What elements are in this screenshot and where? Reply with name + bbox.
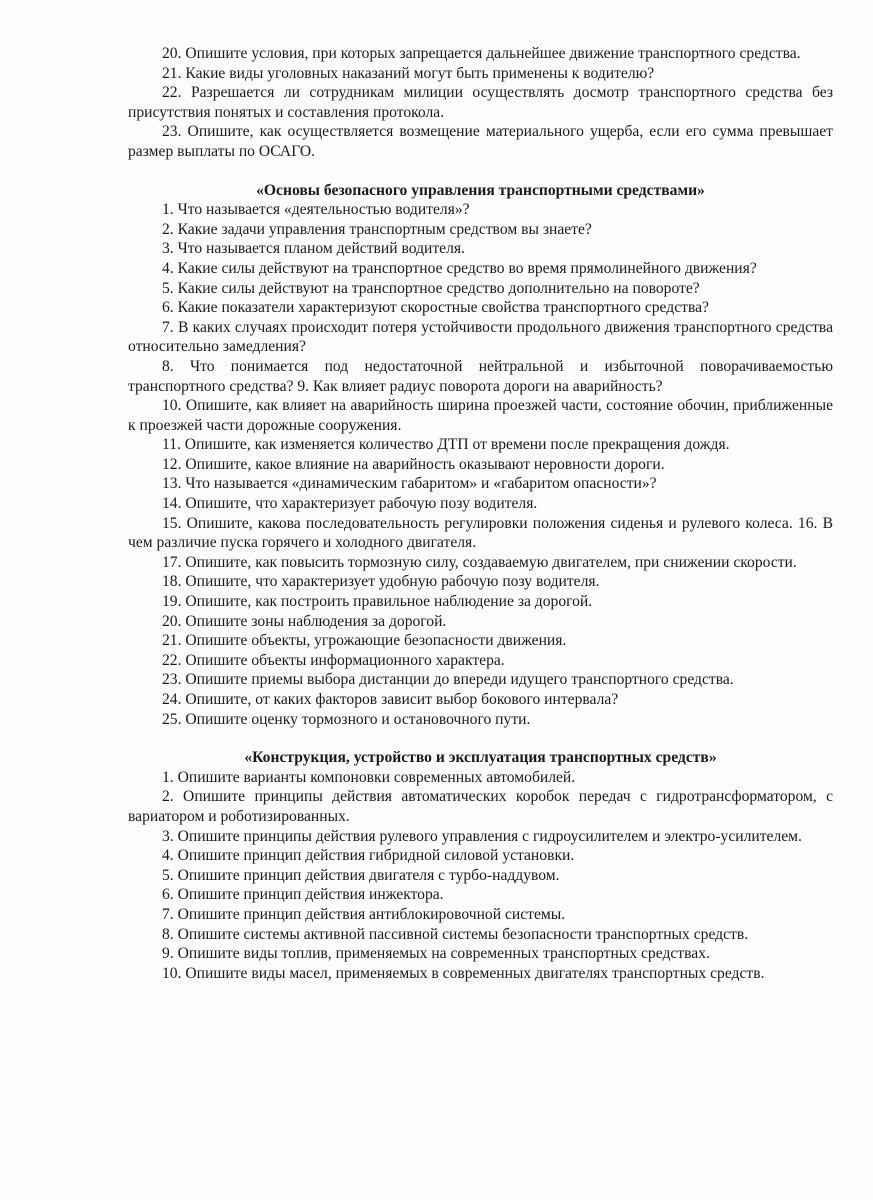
section-vehicle-design	[128, 748, 833, 983]
question-item: 4. Какие силы действуют на транспортное средство во время прямолинейного движения?	[162, 259, 757, 277]
question-item: 21. Опишите объекты, угрожающие безопасности движения.	[162, 632, 567, 650]
question-item: 11. Опишите, как изменяется количество ДТП от времени после прекращения дождя.	[162, 436, 730, 454]
question-item: 18. Опишите, что характеризует удобную рабочую позу водителя.	[162, 573, 600, 591]
section-safe-driving	[128, 181, 833, 730]
question-item: 19. Опишите, как построить правильное наблюдение за дорогой.	[162, 593, 593, 611]
question-item: 3. Опишите принципы действия рулевого управления с гидроусилителем и электро-усилителем.	[162, 827, 802, 845]
question-item: 20. Опишите условия, при которых запрещается дальнейшее движение транспортного средства.	[162, 45, 801, 62]
question-item: 8. Опишите системы активной пассивной системы безопасности транспортных средств.	[162, 925, 749, 943]
question-item: 13. Что называется «динамическим габаритом» и «габаритом опасности»?	[162, 475, 657, 493]
question-item: 2. Какие задачи управления транспортным средством вы знаете?	[162, 220, 592, 238]
question-item: 10. Опишите виды масел, применяемых в современных двигателях транспортных средств.	[162, 964, 765, 982]
question-item: 22. Опишите объекты информационного характера.	[162, 651, 505, 669]
question-item: 17. Опишите, как повысить тормозную силу, создаваемую двигателем, при снижении скорости.	[162, 553, 797, 571]
question-item: 6. Опишите принцип действия инжектора.	[162, 886, 444, 904]
question-item: 5. Какие силы действуют на транспортное средство дополнительно на повороте?	[162, 279, 700, 297]
question-item: 8. Что понимается под недостаточной нейтральной и избыточной поворачиваемостью транспортного средства? 9. Как влияет радиус поворота дороги на аварийность?	[128, 357, 833, 395]
question-item: 4. Опишите принцип действия гибридной силовой установки.	[162, 847, 575, 865]
question-item: 25. Опишите оценку тормозного и остановочного пути.	[162, 710, 531, 728]
question-item: 20. Опишите зоны наблюдения за дорогой.	[162, 612, 447, 630]
question-item: 15. Опишите, какова последовательность регулировки положения сиденья и рулевого колеса. 16. В чем различие пуска горячего и холодного двигателя.	[128, 514, 833, 552]
question-item: 1. Опишите варианты компоновки современных автомобилей.	[162, 768, 576, 786]
question-item: 1. Что называется «деятельностью водителя»?	[162, 201, 470, 219]
question-item: 2. Опишите принципы действия автоматических коробок передач с гидротрансформатором, с вариатором и роботизированных.	[128, 788, 833, 825]
section-heading: «Конструкция, устройство и эксплуатация транспортных средств»	[244, 749, 717, 767]
question-item: 9. Опишите виды топлив, применяемых на современных транспортных средствах.	[162, 945, 710, 963]
question-item: 23. Опишите приемы выбора дистанции до впереди идущего транспортного средства.	[162, 671, 734, 689]
section-traffic-law	[128, 44, 833, 162]
section-heading: «Основы безопасного управления транспортными средствами»	[256, 181, 705, 199]
question-item: 6. Какие показатели характеризуют скоростные свойства транспортного средства?	[162, 299, 709, 317]
question-item: 14. Опишите, что характеризует рабочую позу водителя.	[162, 495, 538, 513]
question-item: 23. Опишите, как осуществляется возмещение материального ущерба, если его сумма превышает размер выплаты по ОСАГО.	[128, 123, 833, 160]
question-item: 24. Опишите, от каких факторов зависит выбор бокового интервала?	[162, 691, 619, 708]
question-item: 10. Опишите, как влияет на аварийность ширина проезжей части, состояние обочин, приближенные к проезжей части дорожные сооружения.	[128, 397, 833, 434]
question-item: 22. Разрешается ли сотрудникам милиции осуществлять досмотр транспортного средства без присутствия понятых и составления протокола.	[128, 84, 833, 121]
question-item: 7. Опишите принцип действия антиблокировочной системы.	[162, 905, 566, 923]
question-item: 12. Опишите, какое влияние на аварийность оказывают неровности дороги.	[162, 455, 665, 473]
question-item: 3. Что называется планом действий водителя.	[162, 240, 465, 258]
question-item: 7. В каких случаях происходит потеря устойчивости продольного движения транспортного средства относительно замедления?	[128, 318, 833, 356]
question-item: 21. Какие виды уголовных наказаний могут быть применены к водителю?	[162, 64, 655, 82]
question-item: 5. Опишите принцип действия двигателя с турбо-наддувом.	[162, 866, 560, 884]
